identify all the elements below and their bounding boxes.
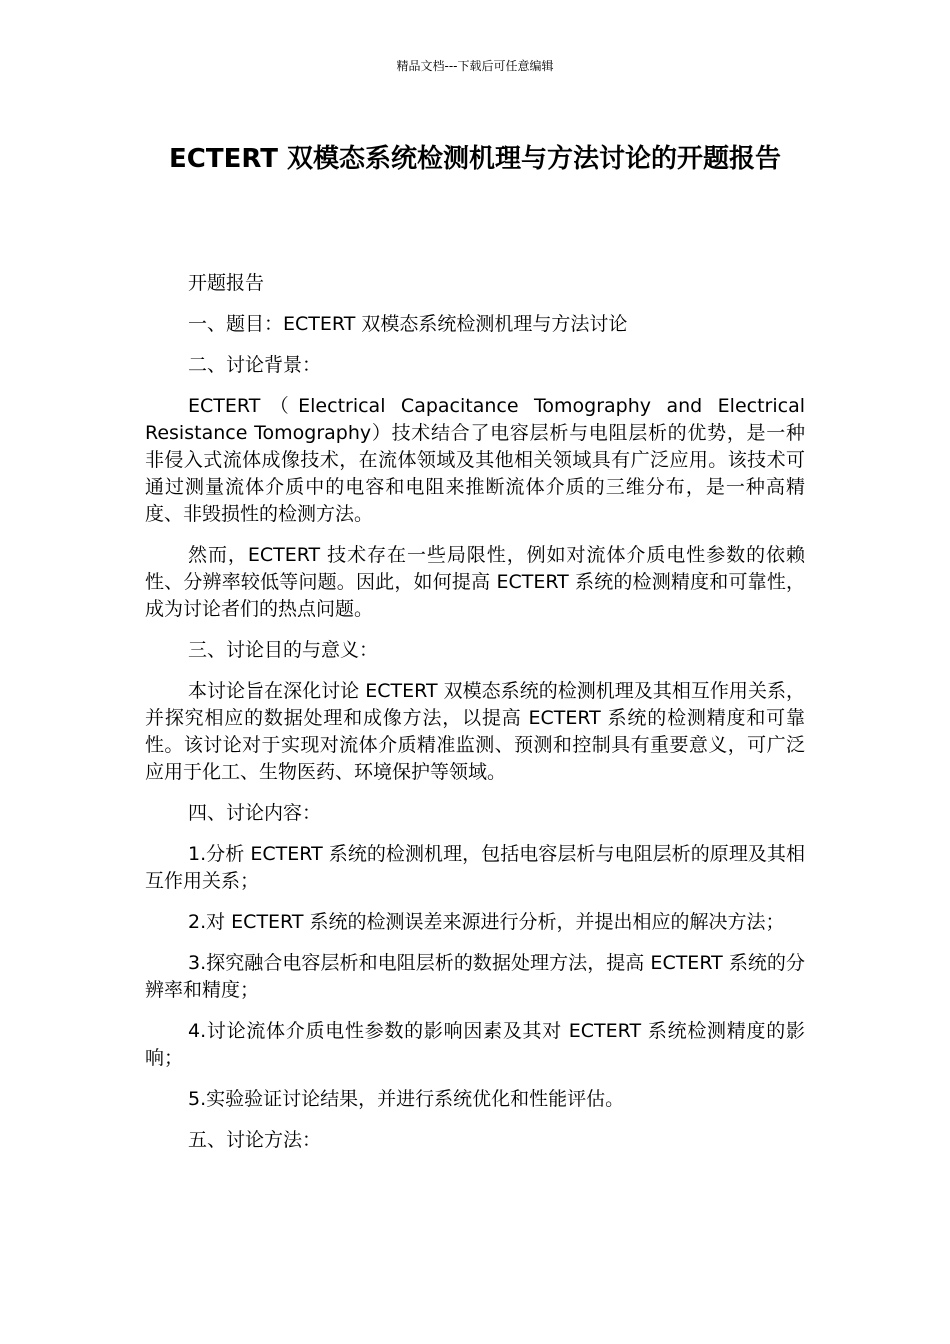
section-heading-background: 二、讨论背景： xyxy=(188,354,322,376)
list-item-content-5: 5.实验验证讨论结果，并进行系统优化和性能评估。 xyxy=(188,1088,625,1110)
section-heading-purpose: 三、讨论目的与意义： xyxy=(188,639,379,661)
page-header: 精品文档---下载后可任意编辑 xyxy=(396,59,554,73)
paragraph-report-label: 开题报告 xyxy=(188,272,265,294)
document-body xyxy=(145,270,805,1168)
paragraph-background-1: ECTERT（Electrical Capacitance Tomography and Electrical Resistance Tomography）技术结合了电容层析与电阻层析的优势，是一种非侵入式流体成像技术，在流体领域及其他相关领域具有广泛应用。该技术可通过测量流体介质中的电容和电阻来推断流体介质的三维分布，是一种高精度、非毁损性的检测方法。 xyxy=(145,395,805,525)
paragraph-purpose: 本讨论旨在深化讨论 ECTERT 双模态系统的检测机理及其相互作用关系，并探究相应的数据处理和成像方法，以提高 ECTERT 系统的检测精度和可靠性。该讨论对于实现对流体介质精准监测、预测和控制具有重要意义，可广泛应用于化工、生物医药、环境保护等领域。 xyxy=(145,680,805,783)
paragraph-topic: 一、题目：ECTERT 双模态系统检测机理与方法讨论 xyxy=(188,313,628,335)
document-title: ECTERT 双模态系统检测机理与方法讨论的开题报告 xyxy=(169,144,781,174)
list-item-content-4: 4.讨论流体介质电性参数的影响因素及其对 ECTERT 系统检测精度的影响； xyxy=(145,1020,805,1069)
section-heading-method: 五、讨论方法： xyxy=(188,1129,322,1151)
paragraph-background-2: 然而，ECTERT 技术存在一些局限性，例如对流体介质电性参数的依赖性、分辨率较低等问题。因此，如何提高 ECTERT 系统的检测精度和可靠性，成为讨论者们的热点问题。 xyxy=(145,544,805,620)
list-item-content-1: 1.分析 ECTERT 系统的检测机理，包括电容层析与电阻层析的原理及其相互作用关系； xyxy=(145,843,805,892)
list-item-content-2: 2.对 ECTERT 系统的检测误差来源进行分析，并提出相应的解决方法； xyxy=(188,911,785,933)
section-heading-content: 四、讨论内容： xyxy=(188,802,322,824)
list-item-content-3: 3.探究融合电容层析和电阻层析的数据处理方法，提高 ECTERT 系统的分辨率和精度； xyxy=(145,952,805,1001)
